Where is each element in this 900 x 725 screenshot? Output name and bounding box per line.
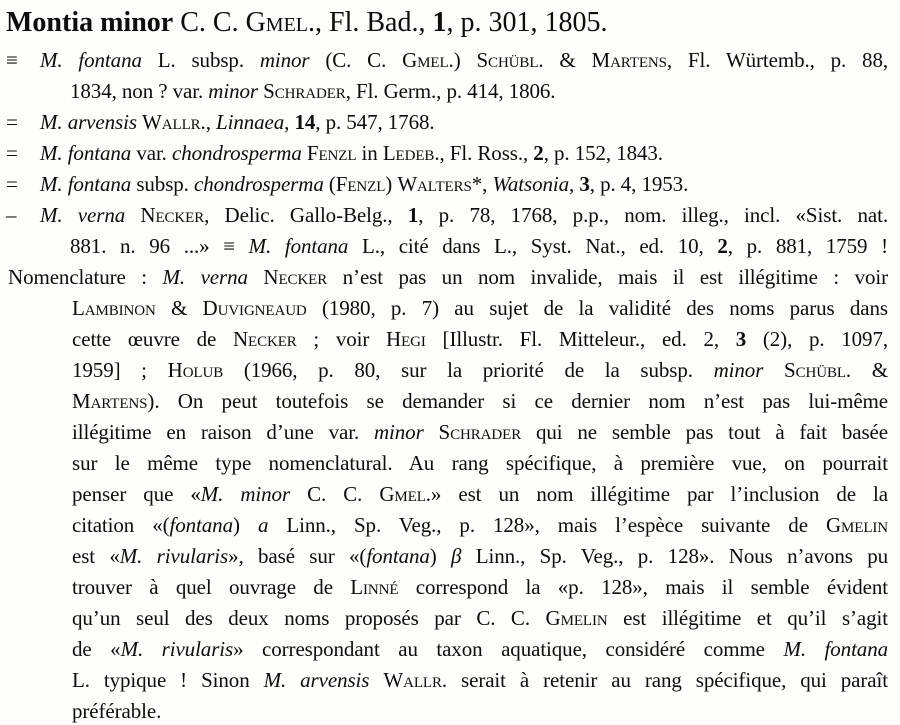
nomenclature-note-line: [6, 386, 888, 417]
text-segment: M. verna: [162, 265, 248, 289]
text-segment: , p. 152, 1843.: [543, 141, 663, 165]
text-segment: serait à retenir au rang spécifique, qui paraît: [447, 668, 888, 692]
nomenclature-note-line: [6, 448, 888, 479]
text-segment: ,: [205, 110, 216, 134]
text-segment: , p. 4, 1953.: [589, 172, 689, 196]
text-segment: [Illustr. Fl. Mitteleur., ed. 2,: [425, 327, 736, 351]
nomenclature-note-line: [6, 696, 888, 725]
text-segment: citation «(: [72, 513, 170, 537]
equals-symbol: =: [6, 141, 18, 165]
nomenclature-note-line: [6, 262, 888, 293]
text-segment: 3: [579, 172, 590, 196]
text-segment: ,: [284, 110, 295, 134]
text-segment: trouver à quel ouvrage de: [72, 575, 351, 599]
text-segment: minor: [713, 358, 764, 382]
nomenclature-note-line: [6, 510, 888, 541]
text-segment: [125, 203, 140, 227]
text-segment: M. arvensis: [263, 668, 370, 692]
text-segment: C. C.: [173, 7, 246, 38]
text-segment: est «: [72, 544, 120, 568]
text-segment: M. fontana: [40, 48, 142, 72]
text-segment: 1834, non ? var.: [70, 79, 209, 103]
text-segment: est illégitime et qu’il s’agit: [607, 606, 888, 630]
author-name: Gmelin: [825, 513, 889, 537]
equals-symbol: =: [6, 172, 18, 196]
text-segment: var.: [131, 141, 172, 165]
author-name: Necker: [232, 327, 297, 351]
text-segment: » est un nom illégitime par l’inclusion de la: [430, 482, 888, 506]
text-segment: M. rivularis: [119, 544, 229, 568]
text-segment: a: [257, 513, 269, 537]
text-segment: », basé sur «(: [228, 544, 367, 568]
text-segment: Nomenclature :: [8, 265, 163, 289]
text-segment: M. minor: [200, 482, 291, 506]
heterotypic-synonym-entry-line: [6, 169, 888, 200]
text-segment: illégitime en raison d’une var.: [72, 420, 374, 444]
equals-symbol: =: [6, 110, 18, 134]
text-segment: ): [233, 513, 258, 537]
text-segment: Montia minor: [6, 7, 174, 38]
nomenclature-note-line: [6, 324, 888, 355]
text-segment: , Fl. Germ., p. 414, 1806.: [345, 79, 556, 103]
text-segment: minor: [208, 79, 258, 103]
author-name: Fenzl: [306, 141, 357, 165]
nomenclature-note-line: [6, 541, 888, 572]
text-segment: ). On peut toutefois se demander si ce dernier nom n’est pas lui-même: [147, 389, 888, 413]
text-segment: qu’un seul des deux noms proposés par C. C.: [72, 606, 546, 630]
text-segment: 2: [533, 141, 544, 165]
text-segment: M. verna: [40, 203, 126, 227]
author-name: Martens: [591, 48, 667, 72]
text-segment: [369, 668, 383, 692]
author-name: Wallr.: [383, 668, 448, 692]
author-name: Duvigneaud: [202, 296, 307, 320]
text-segment: chondrosperma: [171, 141, 302, 165]
nomenclature-note-line: [6, 603, 888, 634]
author-name: Fenzl: [335, 172, 386, 196]
text-segment: M. fontana: [783, 637, 889, 661]
text-segment: minor: [259, 48, 310, 72]
author-name: Necker: [140, 203, 205, 227]
author-name: Lambinon: [72, 296, 156, 320]
nomenclature-note-line: [6, 417, 888, 448]
text-segment: M. fontana: [248, 234, 349, 258]
text-segment: (1980, p. 7) au sujet de la validité des noms parus dans: [306, 296, 888, 320]
text-segment: &: [543, 48, 592, 72]
text-segment: M. rivularis: [120, 637, 234, 661]
text-segment: 1959] ;: [72, 358, 168, 382]
text-segment: préférable.: [72, 699, 162, 723]
text-segment: sur le même type nomenclatural. Au rang spécifique, à première vue, on pourrait: [72, 451, 888, 475]
author-name: Linné: [350, 575, 399, 599]
text-segment: C. C.: [290, 482, 380, 506]
author-name: Gmel.: [245, 7, 316, 38]
text-segment: [248, 265, 264, 289]
text-segment: penser que «: [72, 482, 201, 506]
author-name: Schrader: [263, 79, 346, 103]
text-segment: , Fl. Würtemb., p. 88,: [666, 48, 888, 72]
nomenclature-note-line: [6, 355, 888, 386]
text-segment: , p. 78, 1768, p.p., nom. illeg., incl. «Sist. nat.: [418, 203, 888, 227]
author-name: Schübl.: [784, 358, 852, 382]
text-segment: Linn., Sp. Veg., p. 128», mais l’espèce suivante de: [268, 513, 826, 537]
identical-to-symbol: ≡: [6, 48, 18, 72]
nomenclature-note-line: [6, 479, 888, 510]
text-segment: , Fl. Bad.,: [315, 7, 433, 38]
text-segment: correspond la «p. 128», mais il semble évident: [398, 575, 888, 599]
text-segment: ; voir: [296, 327, 387, 351]
text-segment: , p. 881, 1759 !: [727, 234, 888, 258]
text-segment: β: [451, 544, 462, 568]
text-segment: de «: [72, 637, 121, 661]
author-name: Ledeb.: [382, 141, 440, 165]
text-segment: 881. n. 96 ...» ≡: [70, 234, 249, 258]
heterotypic-synonym-entry-line: [6, 138, 888, 169]
text-segment: in: [356, 141, 383, 165]
text-segment: M. fontana: [40, 172, 132, 196]
author-name: Necker: [263, 265, 328, 289]
author-name: Gmel.: [402, 48, 454, 72]
homotypic-synonym-entry-line: [6, 76, 888, 107]
text-segment: &: [851, 358, 889, 382]
dash-symbol: –: [6, 203, 17, 227]
text-segment: M. arvensis: [40, 110, 137, 134]
page-title: [6, 3, 888, 43]
text-segment: , Fl. Ross.,: [439, 141, 534, 165]
nomenclature-note-line: [6, 293, 888, 324]
text-segment: n’est pas un nom invalide, mais il est illégitime : voir: [327, 265, 889, 289]
text-segment: 3: [735, 327, 747, 351]
text-segment: Linn., Sp. Veg., p. 128». Nous n’avons pu: [461, 544, 889, 568]
text-segment: , p. 547, 1768.: [315, 110, 435, 134]
text-segment: L. subsp.: [141, 48, 260, 72]
text-segment: 1: [407, 203, 419, 227]
text-segment: [424, 420, 439, 444]
author-name: Gmelin: [545, 606, 608, 630]
text-segment: qui ne semble pas tout à fait basée: [521, 420, 888, 444]
text-segment: ): [453, 48, 477, 72]
text-segment: » correspondant au taxon aquatique, considéré comme: [233, 637, 784, 661]
nomenclature-note-line: [6, 665, 888, 696]
text-segment: minor: [373, 420, 424, 444]
document-body: [6, 3, 888, 725]
nomenclature-note-line: [6, 572, 888, 603]
text-segment: (2), p. 1097,: [746, 327, 888, 351]
text-segment: (1966, p. 80, sur la priorité de la subsp.: [223, 358, 714, 382]
homotypic-synonym-entry-line: [6, 45, 888, 76]
text-segment: fontana: [169, 513, 233, 537]
text-segment: , Delic. Gallo-Belg.,: [204, 203, 408, 227]
text-segment: ): [429, 544, 452, 568]
author-name: Martens: [72, 389, 148, 413]
text-segment: Linnaea: [216, 110, 285, 134]
text-segment: (: [323, 172, 336, 196]
author-name: Walters: [397, 172, 472, 196]
excluded-name-entry-line: [6, 231, 888, 262]
excluded-name-entry-line: [6, 200, 888, 231]
text-segment: Watsonia: [492, 172, 570, 196]
text-segment: *,: [471, 172, 493, 196]
text-segment: ,: [569, 172, 580, 196]
text-segment: (C. C.: [309, 48, 403, 72]
text-segment: subsp.: [131, 172, 194, 196]
author-name: Gmel.: [379, 482, 431, 506]
text-segment: &: [155, 296, 203, 320]
author-name: Wallr.: [142, 110, 206, 134]
author-name: Hegi: [386, 327, 426, 351]
text-segment: [763, 358, 784, 382]
author-name: Schübl.: [476, 48, 544, 72]
author-name: Schrader: [438, 420, 522, 444]
text-segment: , p. 301, 1805.: [446, 7, 608, 38]
author-name: Holub: [167, 358, 224, 382]
text-segment: cette œuvre de: [72, 327, 233, 351]
nomenclature-note-line: [6, 634, 888, 665]
text-segment: ): [385, 172, 398, 196]
text-segment: M. fontana: [40, 141, 132, 165]
text-segment: 14: [294, 110, 316, 134]
heterotypic-synonym-entry-line: [6, 107, 888, 138]
text-segment: 2: [717, 234, 728, 258]
text-segment: chondrosperma: [193, 172, 324, 196]
text-segment: fontana: [366, 544, 430, 568]
text-segment: L. typique ! Sinon: [72, 668, 264, 692]
text-segment: 1: [432, 7, 447, 38]
text-segment: L., cité dans L., Syst. Nat., ed. 10,: [348, 234, 718, 258]
